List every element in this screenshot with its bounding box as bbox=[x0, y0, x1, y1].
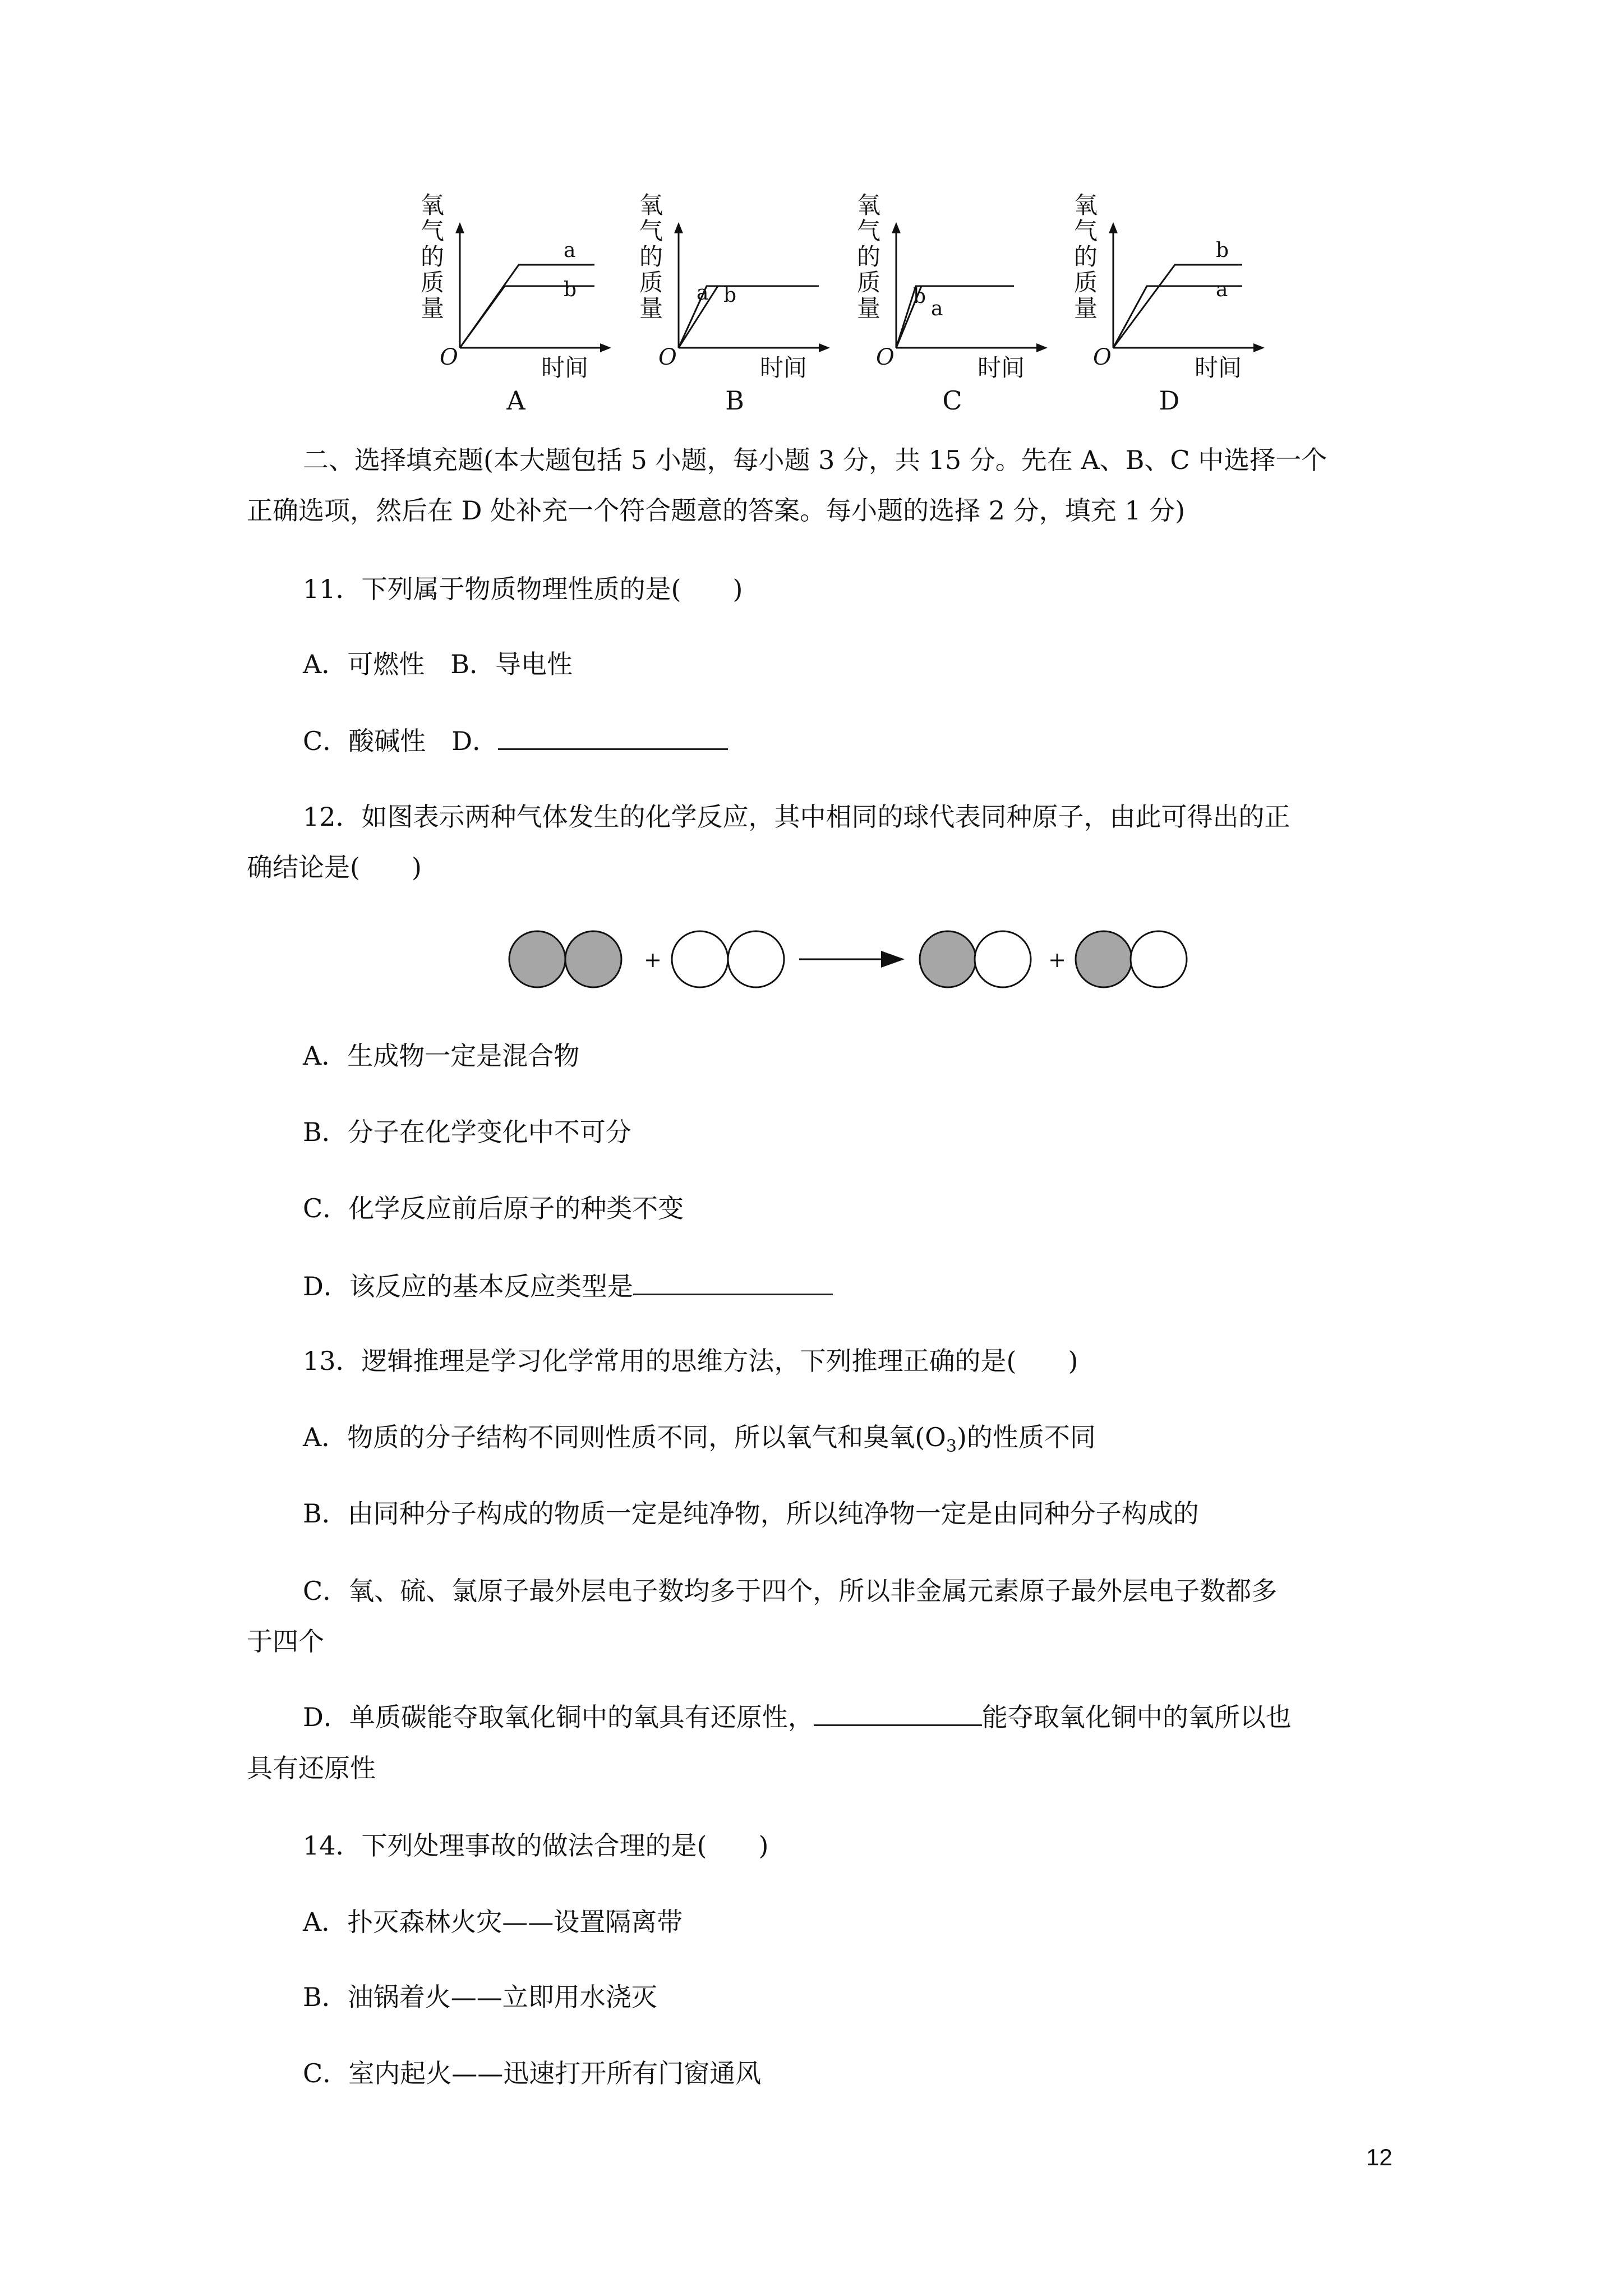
graph-A-curve-1-label: a bbox=[564, 239, 576, 262]
graph-C-ylabel-char: 气 bbox=[857, 217, 881, 245]
graph-A-origin: O bbox=[440, 344, 458, 370]
graph-D-x-arrow bbox=[1253, 343, 1265, 352]
graph-C-curve-2-label: a bbox=[931, 297, 943, 320]
q14-option-a: A．扑灭森林火灾——设置隔离带 bbox=[303, 1907, 683, 1937]
graph-D-origin: O bbox=[1093, 344, 1112, 370]
reaction-plus-2: + bbox=[1048, 947, 1066, 972]
graph-C-x-arrow bbox=[1036, 343, 1048, 352]
reaction-diagram bbox=[0, 920, 1623, 999]
product1-atom-gray bbox=[920, 931, 976, 987]
q12-answer-blank[interactable] bbox=[633, 1269, 833, 1295]
q12-option-d bbox=[303, 1269, 833, 1303]
graph-D-ylabel-char: 氧 bbox=[1074, 191, 1098, 219]
q13-option-a bbox=[303, 1420, 1096, 1464]
q12-option-c: C．化学反应前后原子的种类不变 bbox=[303, 1193, 684, 1223]
q12-option-b: B．分子在化学变化中不可分 bbox=[303, 1117, 631, 1147]
graph-D-ylabel-char: 的 bbox=[1074, 243, 1098, 270]
graph-B-ylabel-char: 质 bbox=[639, 269, 663, 296]
graph-C-xlabel: 时间 bbox=[978, 354, 1025, 381]
graph-D-y-arrow bbox=[1109, 222, 1118, 233]
graph-B-ylabel-char: 氧 bbox=[639, 191, 663, 219]
graph-B-ylabel-char: 的 bbox=[639, 243, 663, 270]
graph-C-ylabel-char: 量 bbox=[857, 295, 881, 322]
q13-stem: 13．逻辑推理是学习化学常用的思维方法，下列推理正确的是( ) bbox=[303, 1346, 1078, 1376]
q13-option-d-line2: 具有还原性 bbox=[247, 1753, 376, 1783]
page-number: 12 bbox=[1366, 2144, 1393, 2170]
q11-options-ab: A．可燃性 B．导电性 bbox=[303, 649, 573, 679]
section2-instructions-line1: 二、选择填充题(本大题包括 5 小题，每小题 3 分，共 15 分。先在 A、B、C 中选择一个 bbox=[303, 445, 1327, 475]
oxygen-mass-graphs bbox=[0, 0, 1623, 438]
product2-atom-white bbox=[1131, 931, 1187, 987]
q13-option-a-post: )的性质不同 bbox=[956, 1422, 1096, 1452]
graph-B-origin: O bbox=[658, 344, 677, 370]
q13-option-c-line2: 于四个 bbox=[247, 1626, 324, 1657]
q13-option-b: B．由同种分子构成的物质一定是纯净物，所以纯净物一定是由同种分子构成的 bbox=[303, 1498, 1199, 1529]
graph-D-ylabel-char: 质 bbox=[1074, 269, 1098, 296]
graph-A-y-arrow bbox=[455, 222, 464, 233]
q13-option-d-pre: D．单质碳能夺取氧化铜中的氧具有还原性， bbox=[303, 1702, 814, 1732]
graph-B-ylabel-char: 气 bbox=[639, 217, 663, 245]
graph-D-panel-label: D bbox=[1159, 385, 1180, 416]
q11-answer-blank[interactable] bbox=[498, 724, 728, 750]
q13-option-c-line1: C．氧、硫、氯原子最外层电子数均多于四个，所以非金属元素原子最外层电子数都多 bbox=[303, 1576, 1278, 1606]
graph-C-ylabel-char: 氧 bbox=[857, 191, 881, 219]
graph-A-panel-label: A bbox=[506, 385, 525, 416]
graph-C-y-arrow bbox=[892, 222, 901, 233]
graph-B-x-arrow bbox=[819, 343, 830, 352]
graph-B-curve-1-label: a bbox=[697, 282, 709, 305]
graph-C-ylabel-char: 的 bbox=[857, 243, 881, 270]
graph-A-ylabel-char: 量 bbox=[421, 295, 445, 322]
graph-A-xlabel: 时间 bbox=[541, 354, 589, 381]
graph-D-curve-1 bbox=[1113, 265, 1242, 348]
q14-option-c: C．室内起火——迅速打开所有门窗通风 bbox=[303, 2058, 762, 2088]
graph-A-ylabel-char: 氧 bbox=[421, 191, 445, 219]
graph-D-ylabel-char: 气 bbox=[1074, 217, 1098, 245]
graph-B-y-arrow bbox=[674, 222, 683, 233]
reactant1-atom-gray-2 bbox=[565, 931, 621, 987]
graph-D-curve-2-label: a bbox=[1216, 278, 1228, 301]
graph-A-x-arrow bbox=[600, 343, 611, 352]
q11-stem: 11．下列属于物质物理性质的是( ) bbox=[303, 574, 743, 604]
graph-A-ylabel-char: 气 bbox=[421, 217, 445, 245]
reaction-plus-1: + bbox=[644, 947, 662, 972]
q11-options-cd bbox=[303, 724, 728, 758]
graph-D-curve-1-label: b bbox=[1216, 239, 1229, 262]
graph-C-curve-1-label: b bbox=[913, 285, 926, 308]
product1-atom-white bbox=[975, 931, 1031, 987]
section2-instructions-line2: 正确选项，然后在 D 处补充一个符合题意的答案。每小题的选择 2 分，填充 1 分) bbox=[247, 495, 1186, 526]
graph-D-xlabel: 时间 bbox=[1195, 354, 1242, 381]
graph-C-panel-label: C bbox=[942, 385, 962, 416]
graph-D-ylabel-char: 量 bbox=[1074, 295, 1098, 322]
graph-B-panel-label: B bbox=[725, 385, 744, 416]
reactant2-atom-white-2 bbox=[728, 931, 784, 987]
q13-option-d-post: 能夺取氧化铜中的氧所以也 bbox=[981, 1702, 1292, 1732]
graph-B-curve-2-label: b bbox=[723, 284, 737, 307]
q12-stem-line2: 确结论是( ) bbox=[247, 852, 422, 882]
q12-option-a: A．生成物一定是混合物 bbox=[303, 1041, 580, 1071]
q11-options-cd-text: C．酸碱性 D． bbox=[303, 726, 499, 756]
graph-B-xlabel: 时间 bbox=[760, 354, 808, 381]
q12-option-d-text: D．该反应的基本反应类型是 bbox=[303, 1271, 633, 1301]
graph-A-ylabel-char: 的 bbox=[421, 243, 445, 270]
q13-option-d-line1 bbox=[303, 1700, 1292, 1734]
q13-option-a-pre: A．物质的分子结构不同则性质不同，所以氧气和臭氧(O bbox=[303, 1422, 946, 1452]
reactant2-atom-white-1 bbox=[672, 931, 728, 987]
graph-B-ylabel-char: 量 bbox=[639, 295, 663, 322]
q14-option-b: B．油锅着火——立即用水浇灭 bbox=[303, 1982, 657, 2012]
product2-atom-gray bbox=[1076, 931, 1132, 987]
q12-stem-line1: 12．如图表示两种气体发生的化学反应，其中相同的球代表同种原子，由此可得出的正 bbox=[303, 802, 1290, 832]
graph-A-curve-1 bbox=[460, 265, 594, 348]
q13-answer-blank[interactable] bbox=[814, 1700, 982, 1726]
graph-C-origin: O bbox=[876, 344, 895, 370]
graph-C-ylabel-char: 质 bbox=[857, 269, 881, 296]
graph-A-ylabel-char: 质 bbox=[421, 269, 445, 296]
q14-stem: 14．下列处理事故的做法合理的是( ) bbox=[303, 1830, 769, 1861]
reactant1-atom-gray-1 bbox=[509, 931, 565, 987]
graph-A-curve-2-label: b bbox=[564, 278, 577, 301]
q13-option-a-subscript: 3 bbox=[946, 1437, 957, 1457]
